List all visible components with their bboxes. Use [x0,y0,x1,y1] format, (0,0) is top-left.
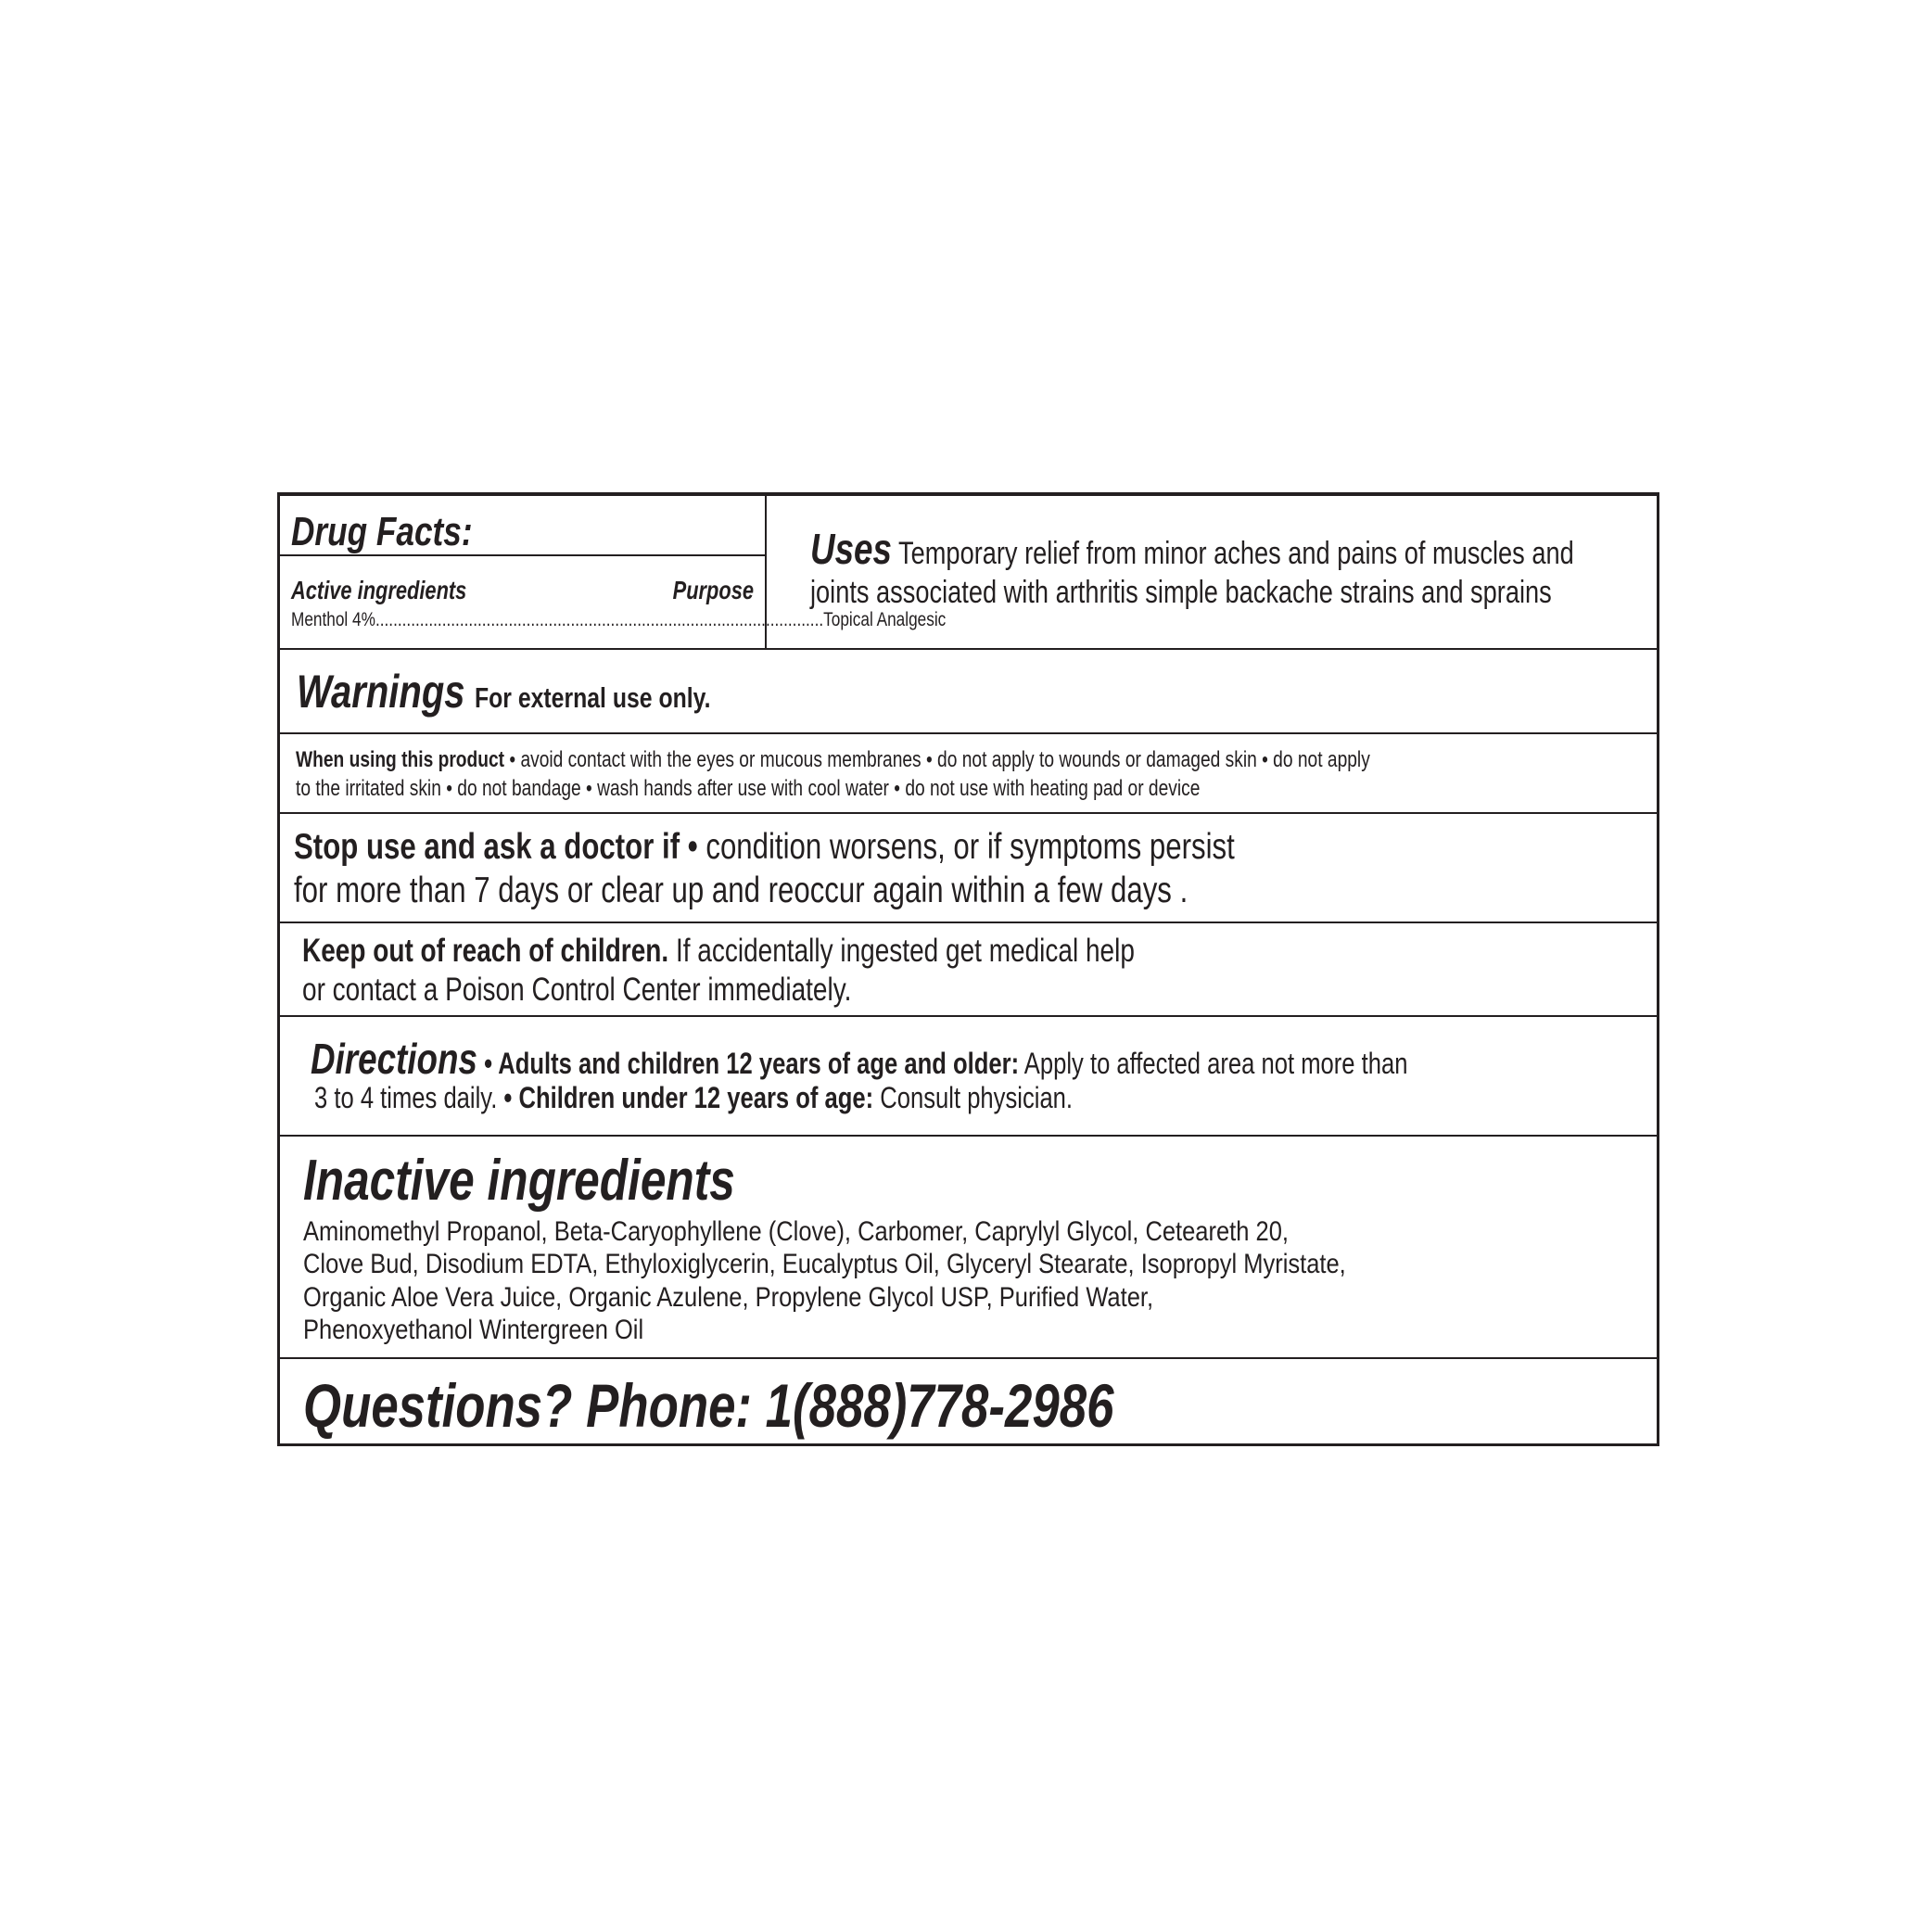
when-using-text-1: • avoid contact with the eyes or mucous membranes • do not apply to wounds or damaged skin • do not apply [504,747,1370,772]
uses-heading: Uses [810,525,892,573]
directions-line-2 [314,1081,1073,1115]
when-using-row [280,734,1657,814]
directions-heading: Directions [311,1035,477,1083]
directions-children-label: • Children under 12 years of age: [497,1081,874,1114]
drug-facts-header-row [280,496,1657,650]
keep-out-row [280,923,1657,1017]
inactive-ingredients-row [280,1137,1657,1359]
stop-use-line-2: for more than 7 days or clear up and reoccur again within a few days . [294,871,1188,910]
directions-children-text: Consult physician. [873,1081,1074,1114]
directions-adults-text: Apply to affected area not more than [1019,1047,1408,1080]
directions-line-1 [311,1034,1407,1084]
uses-text-1: Temporary relief from minor aches and pains of muscles and [898,536,1574,571]
stop-use-line-1 [294,827,1235,868]
stop-use-heading: Stop use and ask a doctor if • [294,827,698,867]
keep-out-line-2: or contact a Poison Control Center immediately. [302,972,852,1008]
warnings-row [280,650,1657,734]
warnings-line [297,665,710,718]
keep-out-text-1: If accidentally ingested get medical help [668,933,1135,969]
uses-line-1 [810,525,1574,573]
when-using-line-1 [296,747,1370,773]
drug-facts-panel [277,492,1659,1446]
drug-facts-title: Drug Facts: [291,509,473,554]
when-using-heading: When using this product [296,747,505,772]
directions-daily-text: 3 to 4 times daily. [314,1081,498,1114]
active-ingredients-heading: Active ingredients [291,576,467,604]
keep-out-heading: Keep out of reach of children. [302,933,669,969]
uses-line-2: joints associated with arthritis simple backache strains and sprains [810,575,1552,610]
inactive-ingredients-line-2: Clove Bud, Disodium EDTA, Ethyloxiglycerin, Eucalyptus Oil, Glyceryl Stearate, Isopropyl Myristate, [303,1249,1346,1279]
active-ingredient-purpose: Topical Analgesic [823,609,947,630]
active-ingredient-line [291,609,947,631]
directions-row [280,1017,1657,1137]
active-ingredient-name: Menthol 4% [291,609,375,630]
stop-use-row [280,814,1657,923]
questions-phone: Questions? Phone: 1(888)778-2986 [303,1371,1114,1440]
purpose-heading: Purpose [672,576,754,604]
stop-use-text-1: condition worsens, or if symptoms persist [697,827,1235,867]
keep-out-line-1 [302,933,1135,970]
when-using-line-2: to the irritated skin • do not bandage • wash hands after use with cool water • do not use with heating pad or device [296,776,1201,801]
inactive-ingredients-line-1: Aminomethyl Propanol, Beta-Caryophyllene (Clove), Carbomer, Caprylyl Glycol, Ceteareth 20, [303,1216,1289,1247]
questions-row [280,1359,1657,1448]
warnings-subtitle [468,681,710,714]
leader-dots: ..................................................................................................... [375,609,824,630]
uses-section [810,525,1645,612]
inactive-ingredients-line-4: Phenoxyethanol Wintergreen Oil [303,1315,644,1345]
warnings-heading: Warnings [297,666,465,718]
warnings-subtitle-text: For external use only. [474,681,711,714]
inactive-ingredients-line-3: Organic Aloe Vera Juice, Organic Azulene, Propylene Glycol USP, Purified Water, [303,1282,1154,1313]
directions-adults-label: • Adults and children 12 years of age and older: [477,1047,1020,1080]
drug-facts-title-box [280,496,765,556]
inactive-ingredients-heading: Inactive ingredients [303,1149,735,1213]
